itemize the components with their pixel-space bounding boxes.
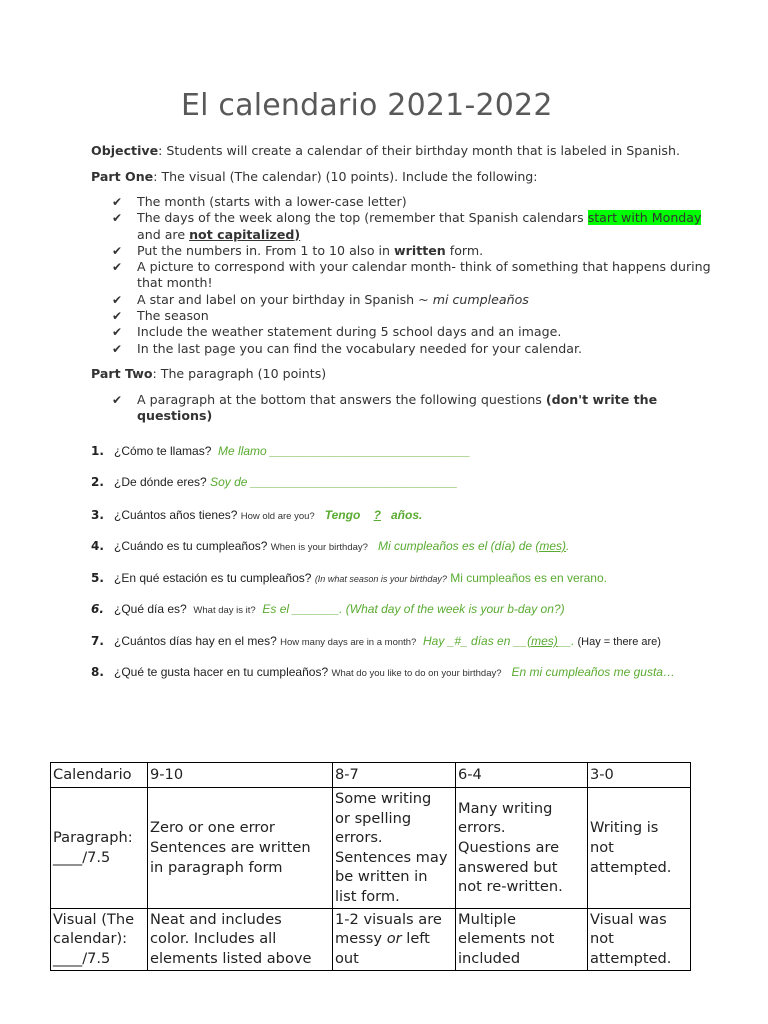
part-one-line [91,169,538,184]
table-cell: Paragraph: ____/7.5 [51,788,148,909]
question-4: 4. ¿Cuándo es tu cumpleaños? When is your birthday? Mi cumpleaños es el (día) de (mes). [91,539,570,553]
part-two-label: Part Two [91,366,153,381]
table-cell: Zero or one error Sentences are written in paragraph form [148,788,333,909]
check-icon: ✔ [112,393,123,407]
check-icon: ✔ [112,309,123,324]
part-one-label: Part One [91,169,154,184]
table-cell: Neat and includes color. Includes all elements listed above [148,908,333,970]
table-header-row [51,763,691,788]
list-item: ✔ A star and label on your birthday in Spanish ~ mi cumpleaños [112,291,529,307]
objective-line [91,143,680,158]
answer-text: En mi cumpleaños me gusta… [511,665,675,679]
answer-text: Soy de _______________________________ [210,475,458,489]
table-row [51,908,691,970]
page-title: El calendario 2021-2022 [181,88,553,123]
table-header-cell: 6-4 [456,763,588,788]
answer-text: Me llamo ______________________________ [218,444,471,458]
table-cell: Many writing errors. Questions are answered but not re-written. [456,788,588,909]
question-8: 8. ¿Qué te gusta hacer en tu cumpleaños? What do you like to do on your birthday? En mi cumpleaños me gusta… [91,665,675,679]
question-3: 3. ¿Cuántos años tienes? How old are you? Tengo ? años. [91,508,423,522]
table-cell: Visual was not attempted. [588,908,691,970]
table-header-cell: 8-7 [333,763,456,788]
table-cell: 1-2 visuals are messy or left out [333,908,456,970]
highlighted-text: start with Monday [587,210,702,226]
list-item: ✔ The days of the week along the top (remember that Spanish calendars start with Monday and are not capitalized) [112,210,702,242]
table-header-cell: Calendario [51,763,148,788]
list-item: ✔ The season [112,308,209,324]
table-cell: Visual (The calendar): ____/7.5 [51,908,148,970]
table-cell: Some writing or spelling errors. Sentences may be written in list form. [333,788,456,909]
check-icon: ✔ [112,243,123,258]
answer-text: Es el _______. (What day of the week is your b-day on?) [262,602,565,616]
question-2: 2. ¿De dónde eres? Soy de _______________________________ [91,475,458,489]
emphasized-text: not capitalized) [189,226,301,242]
list-item: ✔ Put the numbers in. From 1 to 10 also in written form. [112,242,484,258]
answer-text: Mi cumpleaños es en verano. [450,571,607,585]
question-7: 7. ¿Cuántos días hay en el mes? How many days are in a month? Hay _#_ días en __(mes)__. (Hay = there are) [91,634,661,648]
list-item: ✔ In the last page you can find the vocabulary needed for your calendar. [112,340,582,356]
part-one-checklist [112,194,722,357]
objective-text: : Students will create a calendar of their birthday month that is labeled in Spanish. [158,143,680,158]
list-item: ✔ The month (starts with a lower-case letter) [112,194,407,209]
part-two-line [91,366,326,381]
question-5: 5. ¿En qué estación es tu cumpleaños? (In what season is your birthday? Mi cumpleaños es en verano. [91,571,607,585]
list-item: ✔ Include the weather statement during 5 school days and an image. [112,324,562,340]
check-icon: ✔ [112,341,123,356]
check-icon: ✔ [112,195,123,209]
list-item: ✔ A picture to correspond with your calendar month- think of something that happens during that month! [112,259,711,291]
question-6: 6. ¿Qué día es? What day is it? Es el _______. (What day of the week is your b-day on?) [91,602,565,616]
answer-text: Hay _#_ días en __ [423,634,528,648]
answer-text: Mi cumpleaños es el (día) de [377,539,536,553]
check-icon: ✔ [112,292,123,307]
table-header-cell: 9-10 [148,763,333,788]
rubric-table [50,762,691,971]
table-header-cell: 3-0 [588,763,691,788]
check-icon: ✔ [112,325,123,340]
objective-label: Objective [91,143,159,158]
question-1: 1. ¿Cómo te llamas? Me llamo ______________________________ [91,444,471,458]
answer-text: Tengo [324,508,361,522]
check-icon: ✔ [112,260,123,275]
list-item: ✔ A paragraph at the bottom that answers the following questions (don't write the questions) [112,392,658,424]
part-two-text: : The paragraph (10 points) [152,366,327,381]
part-one-text: : The visual (The calendar) (10 points). Include the following: [153,169,538,184]
table-cell: Writing is not attempted. [588,788,691,909]
table-row [51,788,691,909]
table-cell: Multiple elements not included [456,908,588,970]
part-two-checklist [112,392,722,425]
check-icon: ✔ [112,211,123,226]
